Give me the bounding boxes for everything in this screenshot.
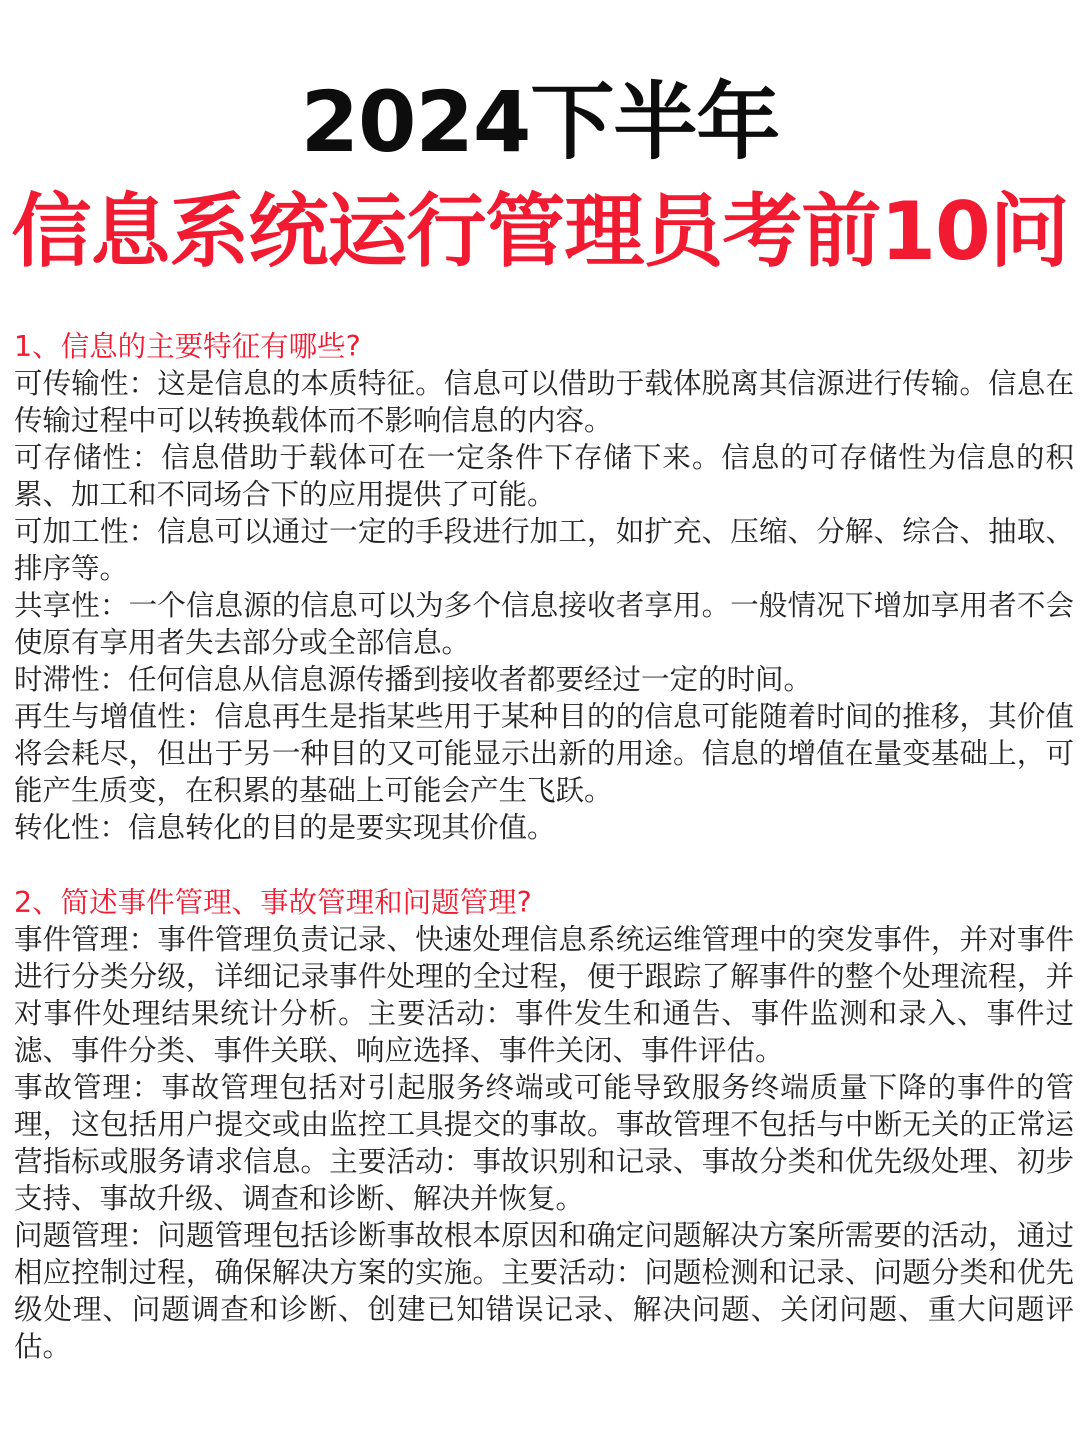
title-year: 2024下半年 (300, 73, 780, 171)
answer-paragraph: 事故管理：事故管理包括对引起服务终端或可能导致服务终端质量下降的事件的管理，这包括用户提交或由监控工具提交的事故。事故管理不包括与中断无关的正常运营指标或服务请求信息。主要活动：事故识别和记录、事故分类和优先级处理、初步支持、事故升级、调查和诊断、解决并恢复。 (14, 1071, 1074, 1215)
question-heading: 2、简述事件管理、事故管理和问题管理? (14, 886, 532, 919)
answer-paragraph: 转化性：信息转化的目的是要实现其价值。 (14, 811, 556, 844)
question-heading: 1、信息的主要特征有哪些? (14, 330, 361, 363)
answer-paragraph: 问题管理：问题管理包括诊断事故根本原因和确定问题解决方案所需要的活动，通过相应控制过程，确保解决方案的实施。主要活动：问题检测和记录、问题分类和优先级处理、问题调查和诊断、创建已知错误记录、解决问题、关闭问题、重大问题评估。 (14, 1219, 1074, 1363)
answer-paragraph: 再生与增值性：信息再生是指某些用于某种目的的信息可能随着时间的推移，其价值将会耗尽，但出于另一种目的又可能显示出新的用途。信息的增值在量变基础上，可能产生质变，在积累的基础上可能会产生飞跃。 (14, 700, 1074, 807)
answer-paragraph: 可加工性：信息可以通过一定的手段进行加工，如扩充、压缩、分解、综合、抽取、排序等。 (14, 515, 1074, 585)
answer-paragraph: 共享性：一个信息源的信息可以为多个信息接收者享用。一般情况下增加享用者不会使原有享用者失去部分或全部信息。 (14, 589, 1074, 659)
title-main: 信息系统运行管理员考前10问 (11, 185, 1069, 278)
section-2 (14, 884, 1074, 1365)
answer-paragraph: 时滞性：任何信息从信息源传播到接收者都要经过一定的时间。 (14, 663, 813, 696)
answer-paragraph: 事件管理：事件管理负责记录、快速处理信息系统运维管理中的突发事件，并对事件进行分类分级，详细记录事件处理的全过程，便于跟踪了解事件的整个处理流程，并对事件处理结果统计分析。主要活动：事件发生和通告、事件监测和录入、事件过滤、事件分类、事件关联、响应选择、事件关闭、事件评估。 (14, 923, 1074, 1067)
answer-paragraph: 可存储性：信息借助于载体可在一定条件下存储下来。信息的可存储性为信息的积累、加工和不同场合下的应用提供了可能。 (14, 441, 1074, 511)
section-1 (14, 328, 1074, 846)
answer-paragraph: 可传输性：这是信息的本质特征。信息可以借助于载体脱离其信源进行传输。信息在传输过程中可以转换载体而不影响信息的内容。 (14, 367, 1074, 437)
content (14, 328, 1074, 1365)
